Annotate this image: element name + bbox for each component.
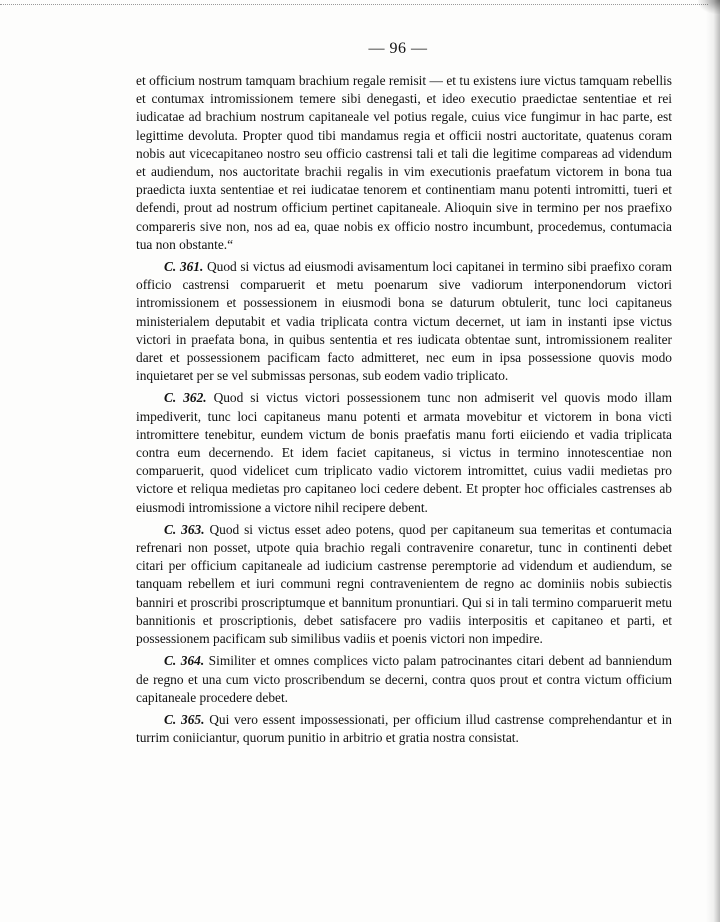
page-edge-shadow [706, 0, 720, 922]
paragraph-text: Qui vero essent impossessionati, per officium illud castrense comprehendantur et in turrim coniiciantur, quorum punitio in arbitrio et gratia nostra consistat. [136, 711, 672, 746]
paragraph-c363 [136, 521, 672, 648]
paragraph-text: et officium nostrum tamquam brachium regale remisit — et tu existens iure victus tamquam rebellis et contumax intromissionem temere sibi denegasti, et ideo executio praedictae sententiae et rei iudicatae ad brachium nostrum capitaneale vel potius regale, cuius vice fungimur in hac parte, est legittime devoluta. Propter quod tibi mandamus regia et officii nostri auctoritate, quatenus coram nobis aut vicecapitaneo nostro seu officio castrensi tali et tali die legitime compareas ad videndum et audiendum, nos auctoritate brachii regalis in vim executionis praefatum victorem in bona tua praedicta iuxta sententiae et rei iudicatae tenorem et continentiam manu potenti intromitti, tueri et defendi, prout ad nostrum officium pertinet capitaneale. Alioquin sive in termino per nos praefixo compareris sive non, nos ad ea, quae nobis ex officio nostro incumbunt, procedemus, contumacia tua non obstante.“ [136, 73, 672, 252]
chapter-number: C. 362. [164, 390, 207, 406]
paragraph-c364 [136, 652, 672, 707]
chapter-number: C. 361. [164, 259, 204, 275]
paragraph-c365 [136, 711, 672, 747]
paragraph-continuation [136, 72, 672, 254]
page-number: — 96 — [368, 40, 428, 57]
chapter-number: C. 363. [164, 521, 205, 537]
paragraph-text: Quod si victus ad eiusmodi avisamentum loci capitanei in termino sibi praefixo coram officio castrensi comparuerit et metu poenarum sive vadiorum interponendorum victori intromissionem et possessionem in eiusmodi bona se daturum obtulerit, tunc loci capitaneus ministerialem deputabit et vadia triplicata contra victum decernet, ut iam in instanti ipse victus victori in praefata bona, in quibus sententia et res iudicata obtentae sunt, intromissionem realiter daret et possessionem pacificam facto admitteret, nec eum in ipsa possessione quovis modo inquietaret per se vel submissas personas, sub eodem vadio triplicato. [136, 259, 672, 384]
paragraph-text: Similiter et omnes complices victo palam patrocinantes citari debent ad banniendum de regno et una cum victo proscribendum se decerni, contra quos prout et contra victum officium capitaneale procedere debet. [136, 653, 672, 705]
chapter-number: C. 365. [164, 711, 205, 727]
chapter-number: C. 364. [164, 653, 205, 669]
top-border-rule [0, 4, 708, 5]
paragraph-text: Quod si victus victori possessionem tunc non admiserit vel quovis modo illam impediverit, tunc loci capitaneus manu potenti et armata movebitur et victorem in bona victi intromittere tenebitur, eundem victum de bonis praefatis manu forti eiiciendo et vadia triplicata contra eum decernendo. Et idem faciet capitaneus, si victus in termino innotescentiae non comparuerit, quod videlicet cum triplicato vadio victorem intromittet, cuius vadii medietas pro victore et reliqua medietas pro capitaneo loci cedere debent. Et propter hoc officiales castrenses ab eiusmodi intromissione a victore nihil recipere debent. [136, 390, 672, 515]
body-text [136, 72, 672, 749]
paragraph-c361 [136, 258, 672, 385]
paragraph-text: Quod si victus esset adeo potens, quod per capitaneum sua temeritas et contumacia refrenari non posset, utpote quia brachio regali contravenire conaretur, tunc in continenti debet citari per officium capitaneale ad iudicium castrense peremptorie ad videndum et audiendum, se tanquam rebellem et iuri communi regni contravenientem de regno ac dominiis nobis subiectis banniri et proscribi proscriptumque et bannitum pronuntiari. Qui si in tali termino comparuerit metu bannitionis et proscriptionis, debet satisfacere pro vadiis interpositis et capitaneo et parti, et possessionem pacificam sub similibus vadiis et poenis victori non impedire. [136, 521, 672, 647]
paragraph-c362 [136, 389, 672, 516]
